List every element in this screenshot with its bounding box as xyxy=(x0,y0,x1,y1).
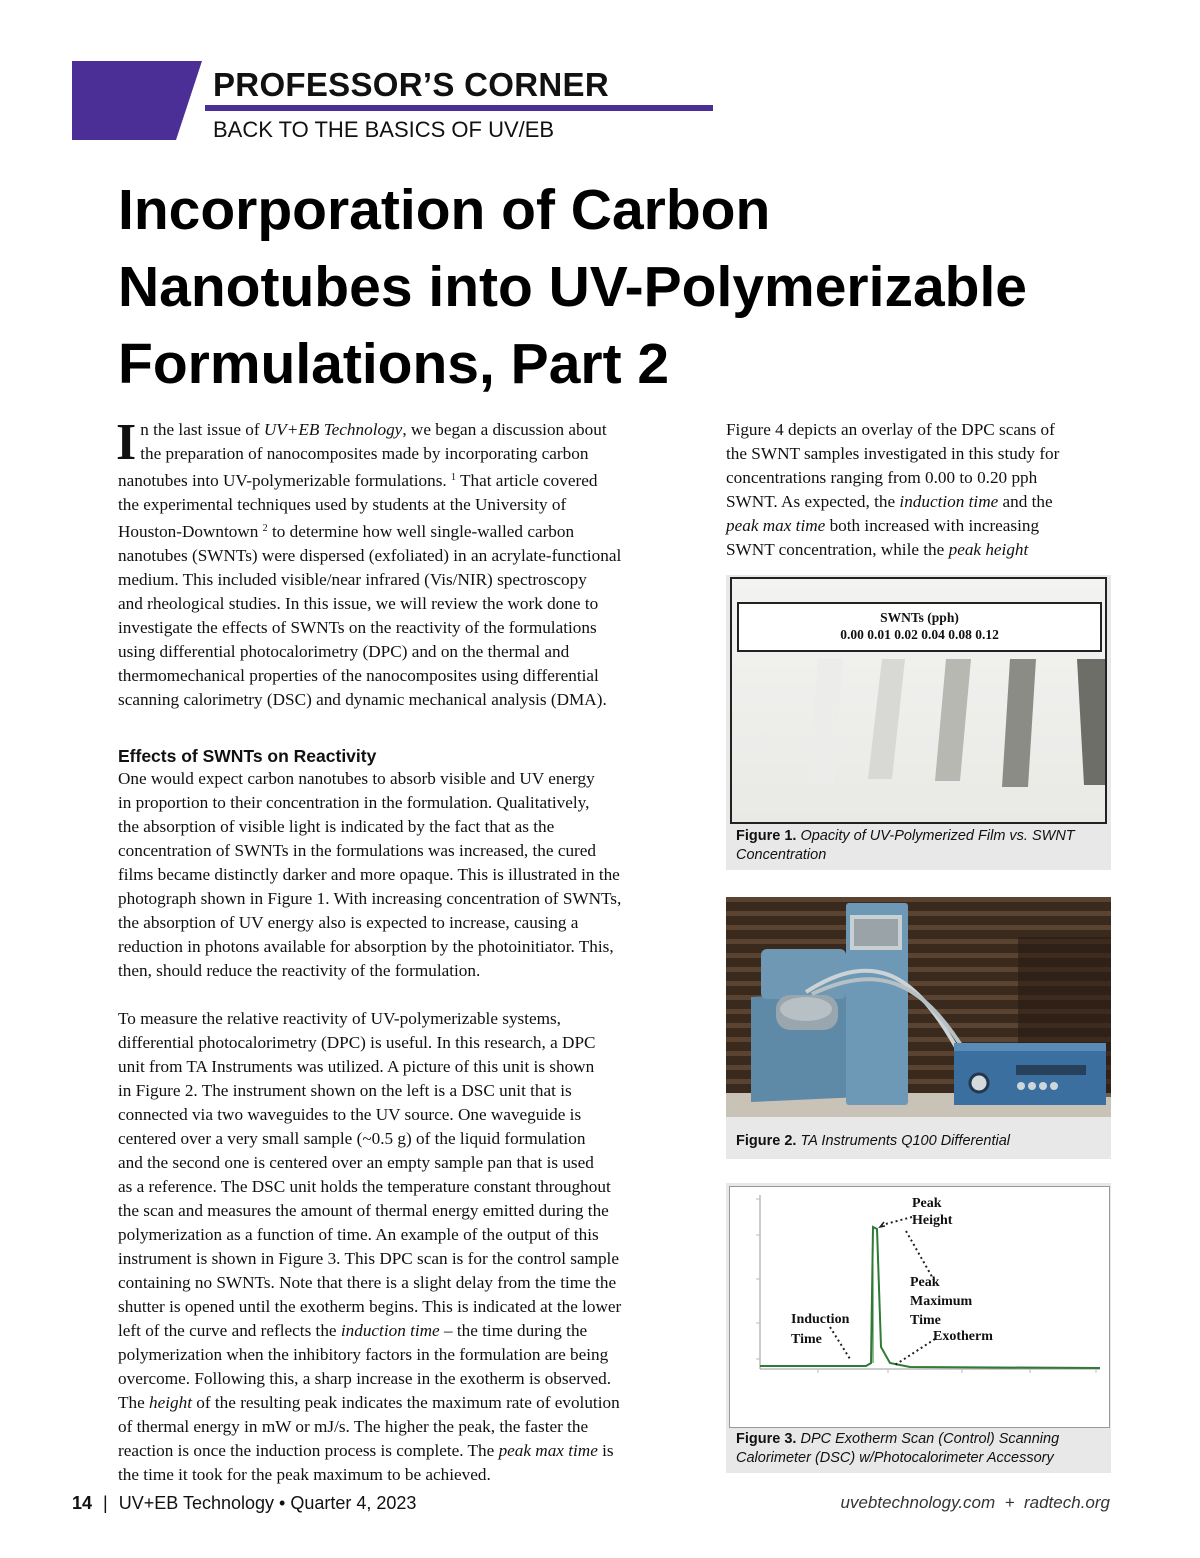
footer-websites: uvebtechnology.com + radtech.org xyxy=(840,1493,1110,1512)
publication-name: UV+EB Technology • Quarter 4, 2023 xyxy=(118,1493,417,1513)
dpc-exotherm-plot xyxy=(729,1186,1110,1428)
kicker-rule xyxy=(205,105,713,111)
body-paragraph: Figure 4 depicts an overlay of the DPC scans of the SWNT samples investigated in this study for concentrations ranging from 0.00 to 0.20 pph SWNT. As expected, the induction time and the peak max time both increased with increasing SWNT concentration, while the peak height xyxy=(726,420,1060,559)
body-paragraph: To measure the relative reactivity of UV-polymerizable systems, differential photocalorimetry (DPC) is useful. In this research, a DPC unit from TA Instruments was utilized. A picture of this unit is shown in Figure 2. The instrument shown on the left is a DSC unit that is connected via two waveguides to the UV source. One waveguide is centered over a very small sample (~0.5 g) of the liquid formulation and the second one is centered over an empty sample pan that is used as a reference. The DSC unit holds the temperature constant throughout the scan and measures the amount of thermal energy emitted during the polymerization as a function of time. An example of the output of this instrument is shown in Figure 3. This DPC scan is for the control sample containing no SWNTs. Note that there is a slight delay from the time the shutter is opened until the exotherm begins. This is indicated at the lower left of the curve and reflects the induction time – the time during the polymerization when the inhibitory factors in the formulation are being overcome. Following this, a sharp increase in the exotherm is observed. The height of the resulting peak indicates the maximum rate of evolution of thermal energy in mW or mJ/s. The higher the peak, the faster the reaction is once the induction process is complete. The peak max time is the time it took for the peak maximum to be achieved. xyxy=(118,1009,622,1484)
annotation-exotherm: Exotherm xyxy=(933,1329,993,1344)
figure-1 xyxy=(726,575,1111,870)
body-column-left xyxy=(116,414,696,1487)
title-line: Formulations, Part 2 xyxy=(118,332,670,396)
dsc-instrument-photo xyxy=(726,897,1111,1117)
footer-folio xyxy=(72,1493,416,1514)
intro-paragraph: I n the last issue of UV+EB Technology, we began a discussion about the preparation of nanocomposites made by incorporating carbon nanotubes into UV-polymerizable formulations. $^1$ That article covered the experimental techniques used by students at the University of Houston-Downtown $^2$ to determine how well single-walled carbon nanotubes (SWNTs) were dispersed (exfoliated) in an acrylate-functional medium. This included visible/near infrared (Vis/NIR) spectroscopy and rheological studies. In this issue, we will review the work done to investigate the effects of SWNTs on the reactivity of the formulations using differential photocalorimetry (DPC) and on the thermal and thermomechanical properties of the nanocomposites using differential scanning calorimetry (DSC) and dynamic mechanical analysis (DMA). xyxy=(116,414,622,709)
section-kicker: PROFESSOR’S CORNER xyxy=(213,66,609,103)
annotation-peak-max-time: Peak Maximum Time xyxy=(910,1275,973,1328)
header-color-block xyxy=(72,61,202,140)
figure-3-caption: Figure 3. DPC Exotherm Scan (Control) Scanning Calorimeter (DSC) w/Photocalorimeter Accessory xyxy=(736,1431,1060,1466)
label-values: 0.00 0.01 0.02 0.04 0.08 0.12 xyxy=(840,627,999,642)
section-subkicker: BACK TO THE BASICS OF UV/EB xyxy=(213,117,555,142)
figure-1-caption: Figure 1. Opacity of UV-Polymerized Film vs. SWNT Concentration xyxy=(736,828,1075,863)
figure-3 xyxy=(726,1183,1111,1473)
label-title: SWNTs (pph) xyxy=(880,610,959,625)
drop-cap: I xyxy=(116,414,137,471)
article-title xyxy=(118,172,1118,403)
body-paragraph: One would expect carbon nanotubes to absorb visible and UV energy in proportion to their concentration in the formulation. Qualitatively, the absorption of visible light is indicated by the fact that as the concentration of SWNTs in the formulations was increased, the cured films became distinctly darker and more opaque. This is illustrated in the photograph shown in Figure 1. With increasing concentration of SWNTs, the absorption of UV energy also is expected to increase, causing a reduction in photons available for absorption by the photoinitiator. This, then, should reduce the reactivity of the formulation. xyxy=(118,769,622,980)
section-heading: Effects of SWNTs on Reactivity xyxy=(118,746,377,766)
film-opacity-photo xyxy=(730,577,1107,824)
page-number: 14 xyxy=(72,1493,93,1513)
title-line: Incorporation of Carbon xyxy=(118,178,771,242)
body-column-right xyxy=(726,418,1111,562)
swnt-label-card xyxy=(737,602,1102,652)
footer-separator: | xyxy=(103,1493,108,1513)
figure-2-caption: Figure 2. TA Instruments Q100 Differential xyxy=(736,1133,1010,1149)
figure-2 xyxy=(726,897,1111,1159)
title-line: Nanotubes into UV-Polymerizable xyxy=(118,255,1027,319)
annotation-peak-height: Peak Height xyxy=(912,1196,953,1228)
annotation-induction-time: Induction Time xyxy=(791,1312,850,1347)
